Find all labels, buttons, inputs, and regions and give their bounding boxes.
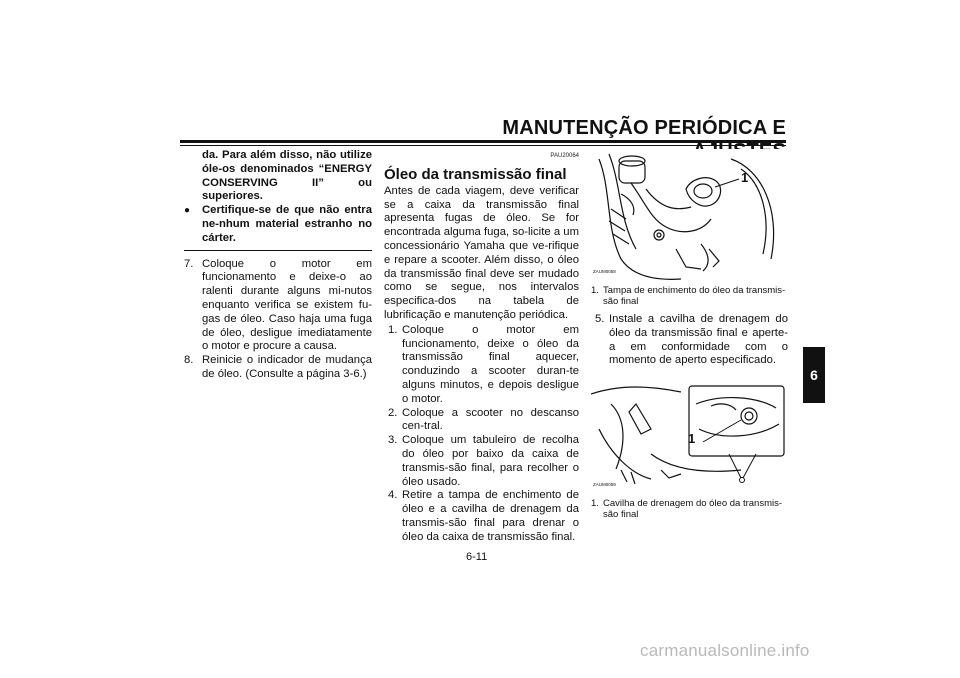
step-3	[384, 434, 579, 489]
step-text: Instale a cavilha de drenagem do óleo da transmissão final e aperte-a em conformidade com o momento de aperto especificado.	[609, 313, 788, 367]
step-text: Retire a tampa de enchimento de óleo e a cavilha de drenagem da transmis-são final para drenar o óleo da caixa de transmissão final.	[402, 489, 579, 543]
caption-text: Tampa de enchimento do óleo da transmis-são final	[603, 285, 786, 307]
step-number: 8.	[184, 354, 194, 367]
step-7	[184, 258, 372, 355]
step-number: 2.	[388, 406, 398, 419]
step-number: 3.	[388, 434, 398, 447]
warning-bullet	[184, 204, 372, 245]
figure-caption	[591, 285, 788, 307]
oil-filler-cap-illustration	[591, 149, 788, 283]
step-number: 1.	[388, 323, 398, 336]
step-2	[384, 407, 579, 435]
step-5	[591, 313, 788, 368]
step-1	[384, 324, 579, 407]
figure-caption	[591, 498, 788, 520]
figure-drain-bolt	[591, 374, 788, 496]
figure-code: ZAUM0059	[593, 482, 616, 488]
warning-end-rule	[184, 250, 372, 251]
callout-number: 1	[688, 431, 696, 447]
middle-column	[384, 150, 579, 545]
right-column	[591, 149, 788, 520]
bullet-icon: ●	[184, 205, 191, 217]
step-text: Coloque o motor em funcionamento, deixe o óleo da transmissão final aquecer, conduzindo a scooter duran-te alguns minutos, e depois desligue o motor.	[402, 323, 579, 405]
step-text: Coloque a scooter no descanso cen-tral.	[402, 406, 579, 433]
caption-number: 1.	[591, 285, 599, 296]
step-text: Coloque um tabuleiro de recolha do óleo por baixo da caixa de transmis-são final, para recolher o óleo usado.	[402, 434, 579, 488]
step-number: 5.	[595, 313, 605, 325]
callout-number: 1	[741, 170, 749, 185]
watermark-link[interactable]: carmanualsonline.info	[640, 641, 810, 660]
title-rule-thin	[180, 145, 786, 146]
title-rule	[180, 140, 786, 143]
page-number: 6-11	[466, 551, 488, 563]
figure-oil-filler-cap	[591, 149, 788, 283]
figure-code: ZAUM0058	[593, 269, 616, 275]
warning-bullet-text: Certifique-se de que não entra ne-nhum material estranho no cárter.	[202, 204, 372, 244]
step-4	[384, 489, 579, 544]
left-column	[184, 149, 372, 382]
chapter-tab[interactable]: 6	[803, 347, 825, 403]
section-heading: Óleo da transmissão final	[384, 165, 567, 183]
warning-box	[184, 149, 372, 246]
caption-number: 1.	[591, 498, 599, 510]
step-text: Reinicie o indicador de mudança de óleo. (Consulte a página 3-6.)	[202, 354, 372, 380]
section-code: PAU20064	[550, 153, 579, 159]
warning-continued-text: da. Para além disso, não utilize óle-os denominados “ENERGY CONSERVING II” ou superiores.	[202, 149, 372, 203]
step-text: Coloque o motor em funcionamento e deixe-o ao ralenti durante alguns mi-nutos enquanto verifica se existem fu-gas de óleo. Caso haja uma fuga de óleo, desligue imediatamente o motor e procure a causa.	[202, 257, 372, 353]
page-title: MANUTENÇÃO PERIÓDICA E	[502, 117, 786, 139]
step-8	[184, 354, 372, 382]
step-number: 4.	[388, 489, 398, 502]
section-intro: Antes de cada viagem, deve verificar se a caixa da transmissão final apresenta fugas de óleo. Se for encontrada alguma fuga, so-licite a um concessionário Yamaha que ve-rifique e repare a scooter. Além disso, o óleo da transmissão final deve ser mudado como se segue, nos intervalos especifica-dos na tabela de lubrificação e manutenção periódica.	[384, 184, 579, 321]
caption-text: Cavilha de drenagem do óleo da transmis-são final	[603, 498, 783, 521]
step-number: 7.	[184, 257, 194, 270]
